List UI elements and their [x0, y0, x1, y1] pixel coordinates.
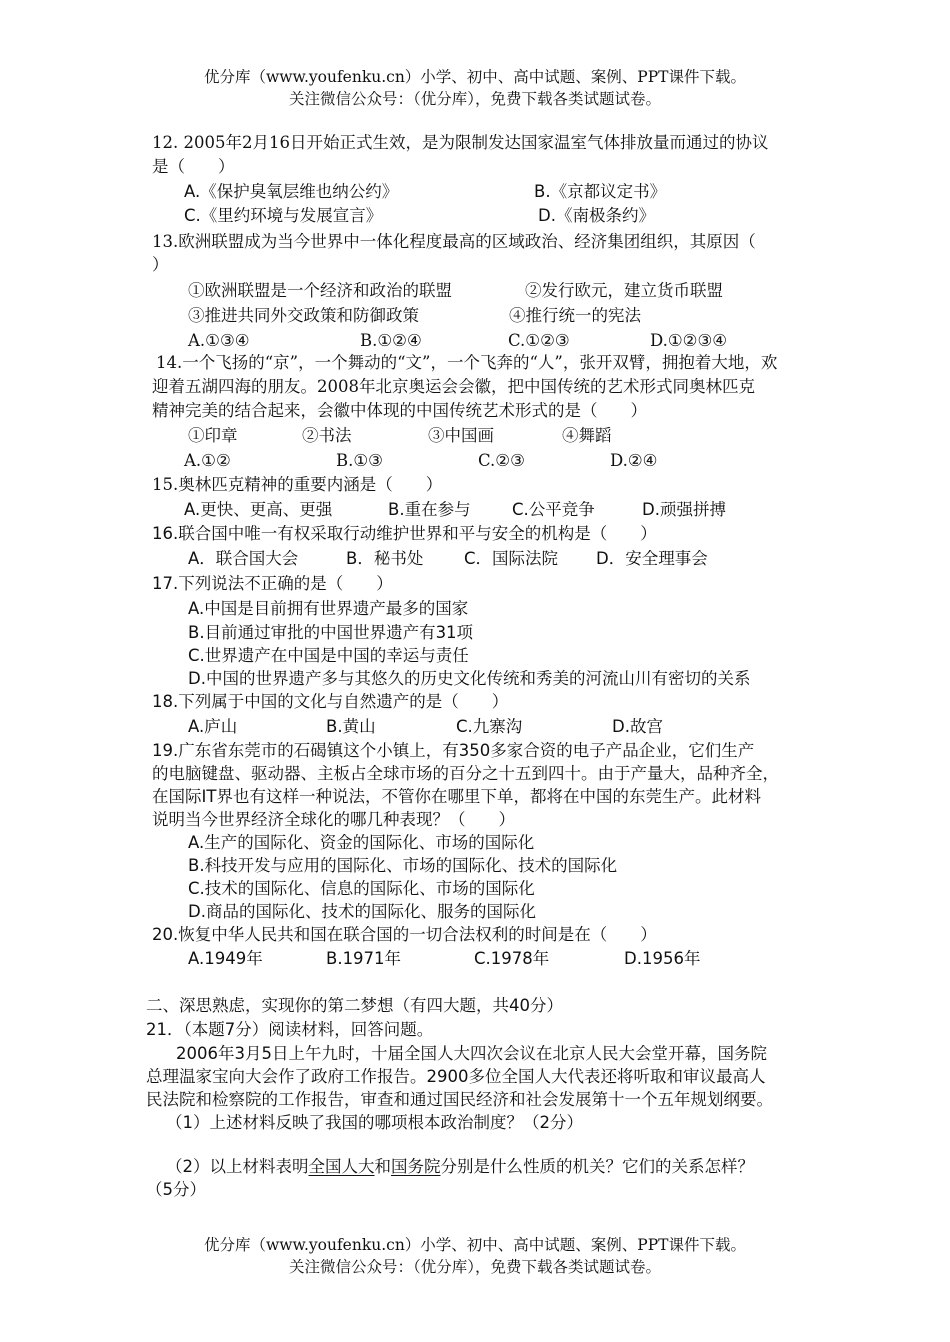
q19-option-b: B.科技开发与应用的国际化、市场的国际化、技术的国际化	[188, 856, 618, 875]
q20-option-c: C.1978年	[474, 949, 550, 968]
q20-option-a: A.1949年	[188, 949, 263, 968]
q16-option-b: B．秘书处	[346, 549, 424, 568]
q21-material-line-2: 总理温家宝向大会作了政府工作报告。2900多位全国人大代表还将听取和审议最高人	[146, 1067, 766, 1086]
q14-option-d: D.②④	[610, 451, 658, 470]
q21-heading: 21．（本题7分）阅读材料，回答问题。	[146, 1020, 434, 1039]
q15-option-b: B.重在参与	[388, 500, 471, 519]
q19-stem-line-2: 的电脑键盘、驱动器、主板占全球市场的百分之十五到四十。由于产量大，品种齐全，	[152, 764, 779, 783]
q13-statement-1: ①欧洲联盟是一个经济和政治的联盟	[188, 281, 452, 300]
q16-option-d: D．安全理事会	[596, 549, 708, 568]
q21-sub2-conjunction: 和	[374, 1157, 391, 1176]
q14-stem-line-1: 14.一个飞扬的“京”，一个舞动的“文”，一个飞奔的“人”，张开双臂，拥抱着大地，欢	[156, 353, 778, 372]
q21-sub-question-2-score: （5分）	[146, 1180, 206, 1199]
q19-option-c: C.技术的国际化、信息的国际化、市场的国际化	[188, 879, 535, 898]
q19-stem-line-1: 19.广东省东莞市的石碣镇这个小镇上，有350多家合资的电子产品企业，它们生产	[152, 741, 755, 760]
q18-option-a: A.庐山	[188, 717, 238, 736]
q17-option-b: B.目前通过审批的中国世界遗产有31项	[188, 623, 474, 642]
q14-statement-4: ④舞蹈	[562, 426, 612, 445]
q21-sub2-underlined-npc: 全国人大	[308, 1157, 375, 1176]
q20-stem: 20.恢复中华人民共和国在联合国的一切合法权利的时间是在（ ）	[152, 925, 657, 944]
q16-stem: 16.联合国中唯一有权采取行动维护世界和平与安全的机构是（ ）	[152, 524, 657, 543]
q18-option-b: B.黄山	[326, 717, 376, 736]
q13-option-c: C.①②③	[508, 331, 570, 350]
q14-option-b: B.①③	[336, 451, 383, 470]
q13-stem-line-2: ）	[152, 255, 169, 274]
q15-option-c: C.公平竞争	[512, 500, 595, 519]
q14-statement-1: ①印章	[188, 426, 238, 445]
q14-stem-line-2: 迎着五湖四海的朋友。2008年北京奥运会会徽，把中国传统的艺术形式同奥林匹克	[152, 377, 755, 396]
q13-option-d: D.①②③④	[650, 331, 728, 350]
q19-stem-line-4: 说明当今世界经济全球化的哪几种表现？（ ）	[152, 810, 515, 829]
q21-material-line-1: 2006年3月5日上午九时，十届全国人大四次会议在北京人民大会堂开幕，国务院	[176, 1044, 767, 1063]
q13-statement-4: ④推行统一的宪法	[509, 306, 641, 325]
q21-sub2-prefix: （2）以上材料表明	[166, 1157, 309, 1176]
q19-stem-line-3: 在国际IT界也有这样一种说法，不管你在哪里下单，都将在中国的东莞生产。此材料	[152, 787, 761, 806]
q21-sub-question-2	[166, 1156, 754, 1178]
q13-statement-2: ②发行欧元，建立货币联盟	[525, 281, 723, 300]
header-line-1: 优分库（www.youfenku.cn）小学、初中、高中试题、案例、PPT课件下载。	[203, 68, 747, 86]
q12-stem-line-2: 是（ ）	[152, 157, 235, 176]
q21-sub2-suffix: 分别是什么性质的机关？它们的关系怎样？	[440, 1157, 754, 1176]
q15-option-a: A.更快、更高、更强	[184, 500, 333, 519]
q21-material-line-3: 民法院和检察院的工作报告，审查和通过国民经济和社会发展第十一个五年规划纲要。	[146, 1090, 773, 1109]
q15-stem: 15.奥林匹克精神的重要内涵是（ ）	[152, 475, 443, 494]
q12-option-b: B.《京都议定书》	[534, 182, 667, 201]
q18-stem: 18.下列属于中国的文化与自然遗产的是（ ）	[152, 692, 509, 711]
q12-option-a: A.《保护臭氧层维也纳公约》	[184, 182, 399, 201]
footer-line-1: 优分库（www.youfenku.cn）小学、初中、高中试题、案例、PPT课件下载。	[203, 1236, 747, 1254]
q15-option-d: D.顽强拼搏	[642, 500, 726, 519]
q19-option-d: D.商品的国际化、技术的国际化、服务的国际化	[188, 902, 536, 921]
q18-option-c: C.九寨沟	[456, 717, 523, 736]
q17-option-a: A.中国是目前拥有世界遗产最多的国家	[188, 599, 469, 618]
q17-stem: 17.下列说法不正确的是（ ）	[152, 574, 393, 593]
q14-stem-line-3: 精神完美的结合起来，会徽中体现的中国传统艺术形式的是（ ）	[152, 401, 647, 420]
q14-option-a: A.①②	[184, 451, 231, 470]
header-line-2: 关注微信公众号：（优分库），免费下载各类试题试卷。	[288, 90, 661, 108]
q17-option-c: C.世界遗产在中国是中国的幸运与责任	[188, 646, 469, 665]
q12-option-c: C.《里约环境与发展宣言》	[184, 206, 383, 225]
q12-option-d: D.《南极条约》	[538, 206, 655, 225]
q13-option-b: B.①②④	[360, 331, 422, 350]
q20-option-d: D.1956年	[624, 949, 701, 968]
q16-option-c: C．国际法院	[464, 549, 559, 568]
q13-option-a: A.①③④	[188, 331, 250, 350]
q18-option-d: D.故宫	[612, 717, 663, 736]
q16-option-a: A．联合国大会	[188, 549, 299, 568]
q19-option-a: A.生产的国际化、资金的国际化、市场的国际化	[188, 833, 535, 852]
q21-sub2-underlined-state-council: 国务院	[391, 1157, 441, 1176]
q21-sub-question-1: （1）上述材料反映了我国的哪项根本政治制度？（2分）	[166, 1113, 583, 1132]
footer-line-2: 关注微信公众号：（优分库），免费下载各类试题试卷。	[288, 1258, 661, 1276]
q14-option-c: C.②③	[478, 451, 525, 470]
q13-stem-line-1: 13.欧洲联盟成为当今世界中一体化程度最高的区域政治、经济集团组织，其原因（	[152, 232, 756, 251]
q12-stem-line-1: 12. 2005年2月16日开始正式生效，是为限制发达国家温室气体排放量而通过的协议	[152, 133, 769, 152]
q20-option-b: B.1971年	[326, 949, 402, 968]
q17-option-d: D.中国的世界遗产多与其悠久的历史文化传统和秀美的河流山川有密切的关系	[188, 669, 751, 688]
q14-statement-2: ②书法	[302, 426, 352, 445]
q14-statement-3: ③中国画	[428, 426, 494, 445]
q13-statement-3: ③推进共同外交政策和防御政策	[188, 306, 419, 325]
section-2-title: 二、深思熟虑，实现你的第二梦想（有四大题，共40分）	[146, 996, 563, 1015]
